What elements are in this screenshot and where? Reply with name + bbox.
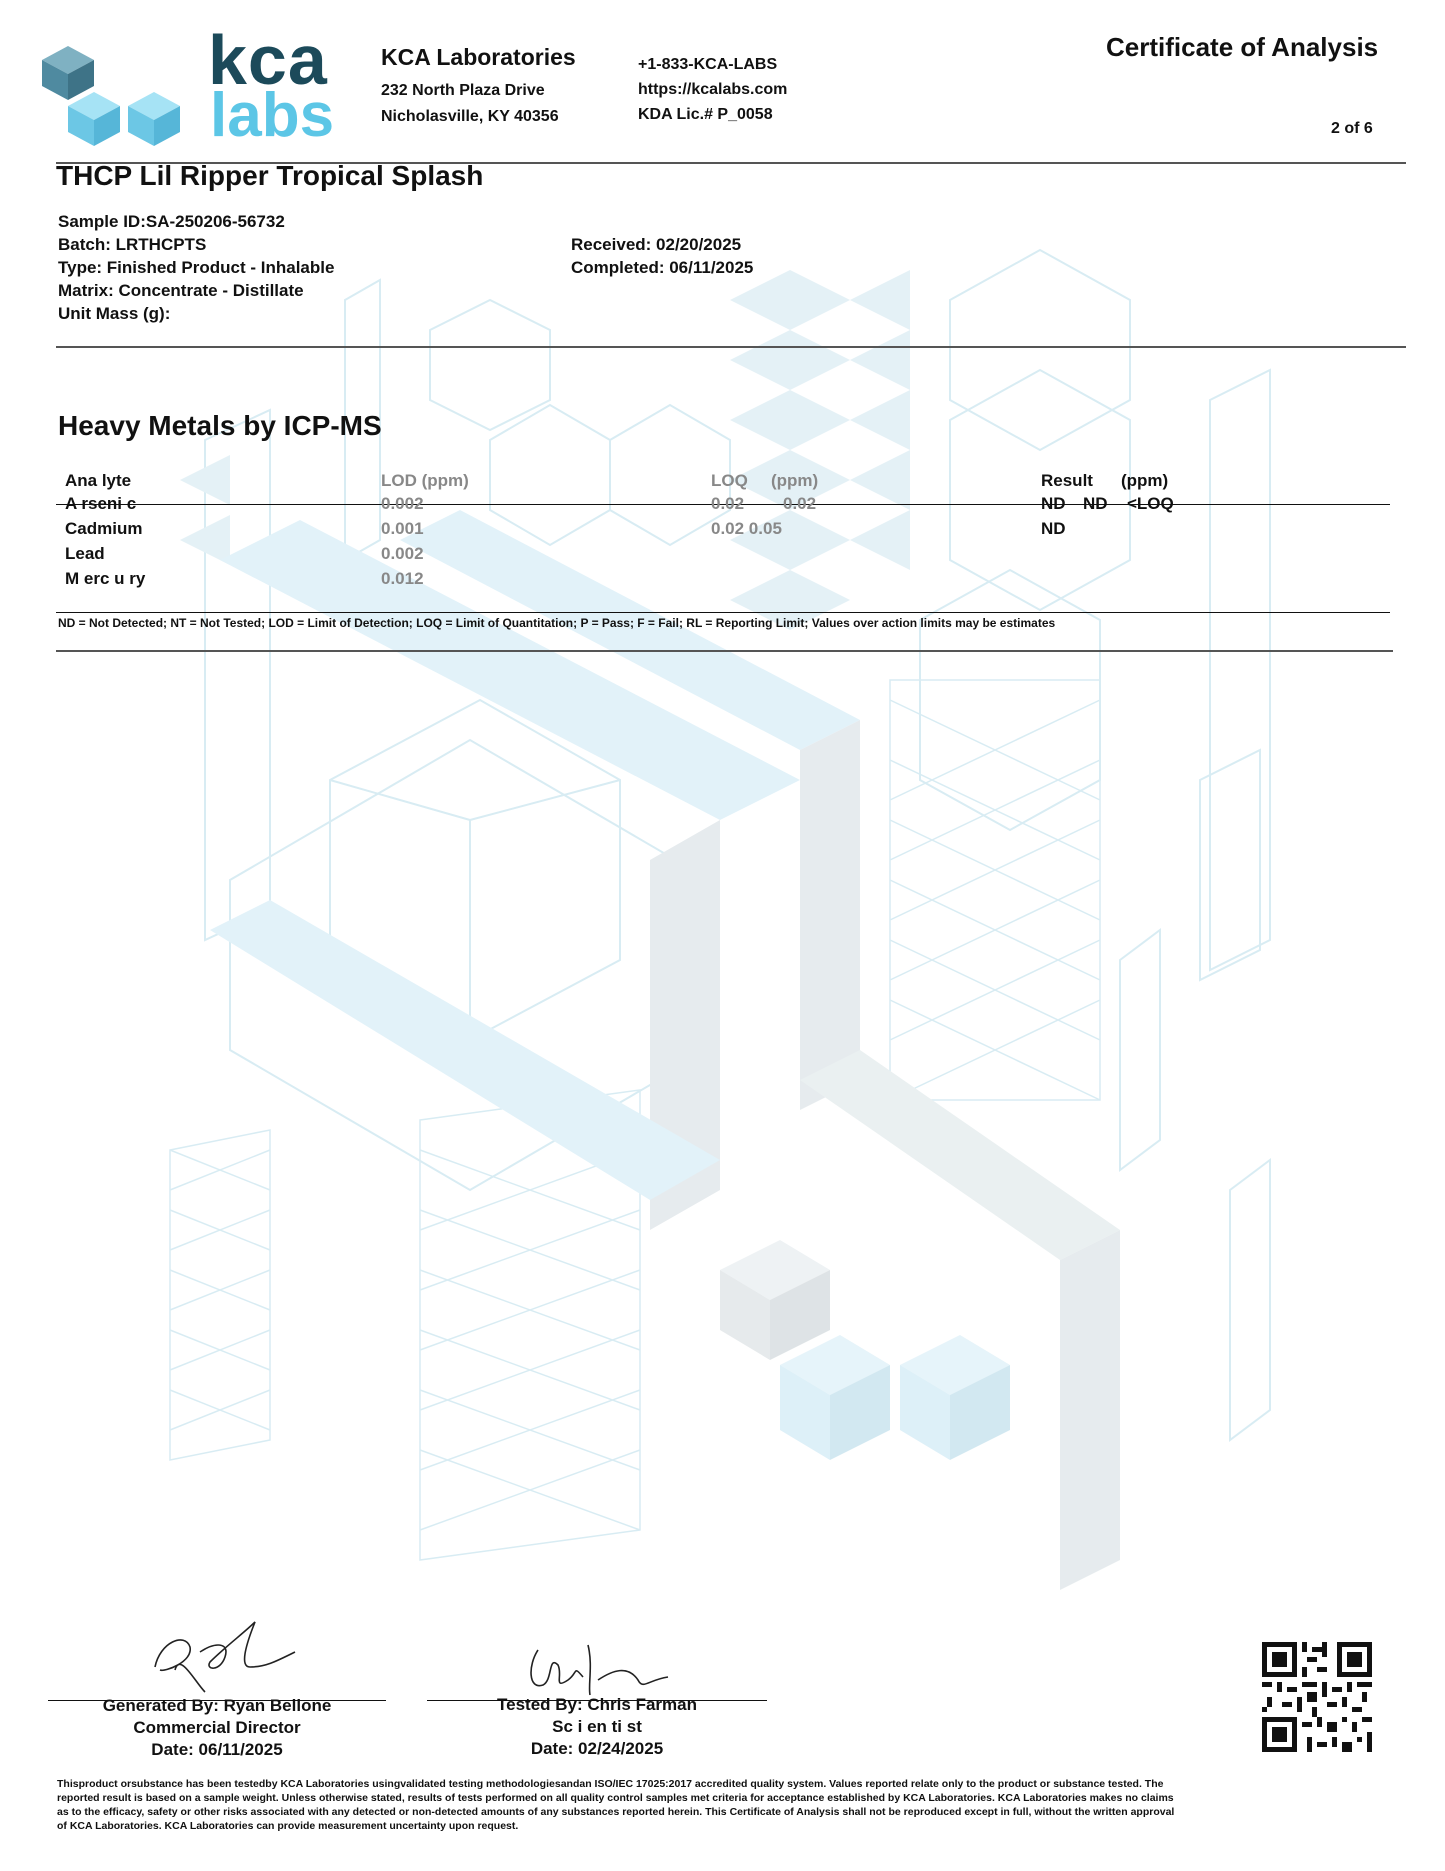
table-row-result: ND	[1041, 519, 1066, 538]
col-result: Result	[1041, 471, 1093, 490]
logo-text-labs: labs	[210, 81, 335, 150]
signature-ryan-bellone	[135, 1612, 305, 1702]
lab-website[interactable]: https://kcalabs.com	[638, 81, 788, 98]
matrix: Matrix: Concentrate - Distillate	[58, 281, 304, 300]
table-row-analyte: M erc u ry	[65, 569, 146, 588]
product-type: Type: Finished Product - Inhalable	[58, 258, 335, 277]
tested-role: Sc i en ti st	[552, 1717, 642, 1736]
logo-text-kca: kca	[208, 21, 328, 99]
table-row-loq: 0.02	[711, 494, 745, 513]
unit-mass: Unit Mass (g):	[58, 304, 171, 323]
table-row-lod: 0.002	[381, 544, 424, 563]
table-row-lod: 0.001	[381, 519, 424, 538]
qr-code-icon[interactable]	[1262, 1642, 1372, 1752]
table-bottom-rule	[56, 612, 1390, 613]
table-row-analyte: Lead	[65, 544, 105, 563]
lab-license: KDA Lic.# P_0058	[638, 106, 773, 123]
lab-phone: +1-833-KCA-LABS	[638, 56, 778, 73]
logo-cubes-icon	[38, 34, 198, 152]
table-row-result-2: ND	[1083, 494, 1108, 513]
completed-date: Completed: 06/11/2025	[571, 258, 754, 277]
col-loq-unit: (ppm)	[771, 471, 819, 490]
lab-address-2: Nicholasville, KY 40356	[381, 108, 559, 125]
table-row-lod: 0.002	[381, 494, 424, 513]
tested-date: Date: 02/24/2025	[530, 1739, 664, 1758]
section-title: Heavy Metals by ICP-MS	[58, 410, 382, 441]
table-row-result-3: <LOQ	[1127, 494, 1174, 513]
generated-by: Generated By: Ryan Bellone	[102, 1696, 332, 1715]
table-row-loq: 0.02 0.05	[711, 519, 782, 538]
product-name: THCP Lil Ripper Tropical Splash	[56, 160, 484, 191]
doc-title: Certificate of Analysis	[1106, 32, 1379, 62]
table-row-lod: 0.012	[381, 569, 424, 588]
col-lod: LOD (ppm)	[381, 471, 469, 490]
table-row-result: ND	[1041, 494, 1066, 513]
generated-date: Date: 06/11/2025	[151, 1740, 283, 1759]
col-analyte: Ana lyte	[65, 471, 132, 490]
kca-logo	[38, 21, 348, 154]
table-row-analyte: Cadmium	[65, 519, 143, 538]
col-loq: LOQ	[711, 471, 748, 490]
tested-by: Tested By: Chris Farman	[497, 1695, 697, 1714]
legend-rule	[56, 650, 1393, 652]
lab-address-1: 232 North Plaza Drive	[381, 82, 545, 99]
legend-text: ND = Not Detected; NT = Not Tested; LOD = Limit of Detection; LOQ = Limit of Quantitation; P = Pass; F = Fail; RL = Reporting Limit; Values over action limits may be estimates	[58, 616, 1056, 630]
received-date: Received: 02/20/2025	[571, 235, 742, 254]
col-result-unit: (ppm)	[1121, 471, 1169, 490]
page-number: 2 of 6	[1331, 120, 1373, 137]
lab-name: KCA Laboratories	[381, 44, 576, 70]
info-divider	[56, 346, 1406, 348]
generated-role: Commercial Director	[133, 1718, 301, 1737]
batch: Batch: LRTHCPTS	[58, 235, 207, 254]
table-row-loq-2: 0.02	[783, 494, 817, 513]
disclaimer: Thisproduct orsubstance has been testedby KCA Laboratories usingvalidated testing methodologiesandan ISO/IEC 17025:2017 accredited quality system. Values reported relate only to the product or substance tested. The reported result is based on a sample weight. Unless otherwise stated, results of tests performed on all quality control samples met criteria for acceptance established by KCA Laboratories. KCA Laboratories makes no claims as to the efficacy, safety or other risks associated with any detected or non-detected amounts of any substances reported herein. This Certificate of Analysis shall not be reproduced except in full, without the written approval of KCA Laboratories. KCA Laboratories can provide measurement uncertainty upon request.	[57, 1778, 1175, 1832]
table-row-analyte: A rseni c	[65, 494, 137, 513]
sample-id: Sample ID:SA-250206-56732	[58, 212, 285, 231]
